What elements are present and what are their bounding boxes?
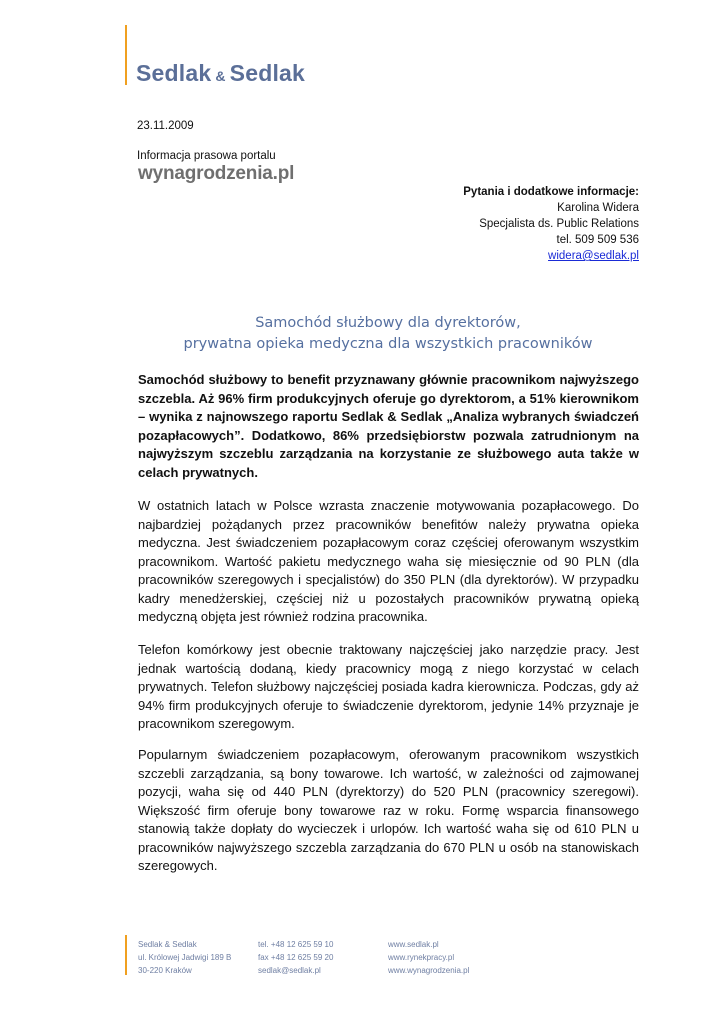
footer-contact (258, 938, 333, 977)
company-logo (136, 60, 305, 87)
article-title (137, 313, 639, 355)
press-info-label: Informacja prasowa portalu (137, 150, 276, 162)
press-date: 23.11.2009 (137, 120, 194, 132)
brand-right: Sedlak (229, 60, 306, 86)
footer-street: ul. Królowej Jadwigi 189 B (138, 953, 232, 962)
brand-amp: & (215, 68, 226, 84)
footer-phone: tel. +48 12 625 59 10 (258, 940, 334, 949)
footer-address (138, 938, 231, 977)
footer-web-3: www.wynagrodzenia.pl (388, 966, 470, 975)
footer-web-2: www.rynekpracy.pl (388, 953, 455, 962)
footer-company: Sedlak & Sedlak (138, 940, 197, 949)
contact-email-link[interactable]: widera@sedlak.pl (548, 250, 639, 262)
contact-phone: tel. 509 509 536 (556, 234, 639, 246)
footer-city: 30-220 Kraków (138, 966, 192, 975)
footer-fax: fax +48 12 625 59 20 (258, 953, 334, 962)
contact-label: Pytania i dodatkowe informacje: (463, 186, 639, 198)
brand-left: Sedlak (136, 60, 212, 86)
portal-logo: wynagrodzenia.pl (138, 163, 295, 184)
body-paragraph-3: Popularnym świadczeniem pozapłacowym, oferowanym pracownikom wszystkich szczebli zarządzania, są bony towarowe. Ich wartość, w zależności od zajmowanej pozycji, waha się od 440 PLN (dyrektorzy) do 520 PLN (pracownicy szeregowi). Większość firm oferuje bony towarowe raz w roku. Formę wsparcia finansowego stanowią także dopłaty do wycieczek i urlopów. Ich wartość waha się od 610 PLN u pracowników najwyższego szczebla zarządzania do 670 PLN u osób na stanowiskach szeregowych. (138, 747, 639, 873)
footer-websites (388, 938, 469, 977)
footer-accent-line (125, 935, 127, 975)
body-paragraph-2: Telefon komórkowy jest obecnie traktowany najczęściej jako narzędzie pracy. Jest jednak wartością dodaną, kiedy pracownicy mogą z niego korzystać w celach prywatnych. Telefon służbowy najczęściej posiada kadra kierownicza. Podczas, gdy aż 94% firm produkcyjnych oferuje to świadczenie dyrektorom, jedynie 14% przyznaje je pracownikom szeregowym. (138, 642, 639, 731)
footer-web-1: www.sedlak.pl (388, 940, 439, 949)
header-accent-line (125, 25, 127, 85)
contact-block (463, 184, 639, 264)
body-paragraph-1: W ostatnich latach w Polsce wzrasta znaczenie motywowania pozapłacowego. Do najbardziej pożądanych przez pracowników benefitów należy prywatna opieka medyczna. Jest świadczeniem pozapłacowym coraz częściej oferowanym wszystkim pracownikom. Wartość pakietu medycznego waha się miesięcznie od 90 PLN (dla pracowników szeregowych i specjalistów) do 350 PLN (dla dyrektorów). W przypadku kadry menedżerskiej, częściej niż u pozostałych pracowników prywatną opieką medyczną objęta jest również rodzina pracownika. (138, 498, 639, 624)
title-line-2: prywatna opieka medyczna dla wszystkich pracowników (183, 336, 593, 352)
lead-paragraph: Samochód służbowy to benefit przyznawany głównie pracownikom najwyższego szczebla. Aż 96% firm produkcyjnych oferuje go dyrektorom, a 51% kierownikom – wynika z najnowszego raportu Sedlak & Sedlak „Analiza wybranych świadczeń pozapłacowych”. Dodatkowo, 86% przedsiębiorstw pozwala zatrudnionym na najwyższym szczeblu zarządzania na korzystanie ze służbowego auta także w celach prywatnych. (138, 372, 639, 480)
contact-role: Specjalista ds. Public Relations (479, 218, 639, 230)
contact-name: Karolina Widera (557, 202, 639, 214)
footer-email: sedlak@sedlak.pl (258, 966, 321, 975)
title-line-1: Samochód służbowy dla dyrektorów, (255, 315, 521, 331)
